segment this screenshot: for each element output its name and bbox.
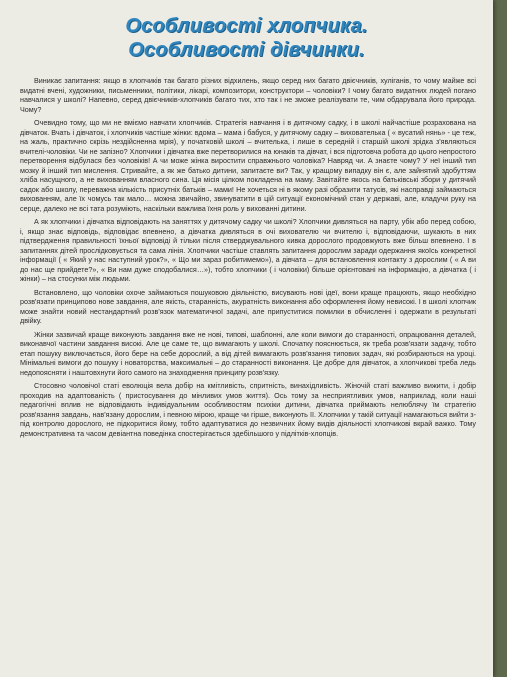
paragraph: Виникає запитання: якщо в хлопчиків так багато різних відхилень, якщо серед них багато двієчників, хуліганів, то чому майже всі видатні вчені, художники, письменники, політики, лікарі, композитори, конструктори – чоловіки? І чому багато видатних людей погано навчалися у школі? Напевно, серед двієчників-хлопчиків багато тих, хто так і не зможе реалізувати те, чим обдарувала його природа. Чому?	[20, 76, 476, 114]
paragraph: Стосовно чоловічої статі еволюція вела добір на кмітливість, спритність, винахідливість. Жіночій статі важливо вижити, і добір проходив на адаптованість ( пристосування до мінливих умов життя). Ось тому за несприятливих умов, наприклад, коли наші педагогічні вплив не відповідають індивідуальним особливостям психіки дитини, дівчатка приймають нелюблячу їм стратегію розв'язання завдань, нав'язану дорослим, і певною мірою, краще чи гірше, виконують її. Хлопчики у такій ситуації намагаються вийти з-під контролю дорослого, не підкоритися йому, тобто адаптуватися до незвичних йому видів діяльності хлопчикові вкрай важко. Тому демонстративна та часом девіантна поведінка спостерігається здебільшого у підлітків-хлопців.	[20, 381, 476, 438]
paragraph: А як хлопчики і дівчатка відповідають на заняттях у дитячому садку чи школі? Хлопчики дивляться на парту, убік або перед собою, і, якщо знає відповідь, відповідає впевнено, а дівчатка дивляться в очі вихователю чи вчителю і, відповідаючи, шукають в них підтвердження правильності їхньої відповіді й тільки після стверджувального кивка дорослого продовжують вже більш впевнено. І в запитаннях дітей прослідковується та сама лінія. Хлопчики частіше ставлять запитання дорослим заради одержання якоїсь конкретної інформації ( « Який у нас наступний урок?», « Що ми зараз робитимемо»), а дівчата – для встановлення контакту з дорослим ( « А ви до нас ще прийдете?», « Ви нам дуже сподобалися…»), тобто хлопчики ( і чоловіки) більше орієнтовані на інформацію, а дівчатка ( і жінки) – на стосунки між людьми.	[20, 217, 476, 283]
paragraph: Очевидно тому, що ми не вміємо навчати хлопчиків. Стратегія навчання і в дитячому садку, і в школі найчастіше розрахована на дівчаток. Вчать і дівчаток, і хлопчиків частіше жінки: вдома – мама і бабуся, у дитячому садку – вихователька ( « вусатий нянь» - це теж, на жаль, практично скрізь нездійсненна мрія), у початковій школі – вчителька, і лише в середній і старшій школі зрідка з'являються вчителі-чоловіки. Чи не запізно? Хлопчики і дівчатка вже перетворилися на юнаків та дівчат, і вся підготовча робота до цього непростого перетворення відбулася без чоловіків! А чи може жінка виростити справжнього чоловіка? Навряд чи. А знаєте чому? У неї інший тип мозку й інший тип мислення. Стривайте, а як же батько дитини, запитаєте ви? Так, у кращому випадку він є, але зайнятий здобуттям хліба насущного, а не вихованням власного сина. Ця місія цілком покладена на маму. Завітайте якось на батьківські збори у дитячий садок або школу, переважна кількість присутніх батьків – мами! Не хочеться ні в якому разі образити татусів, які насправді займаються вихованням, але їх чомусь так мало… можна звичайно, звинуватити в цій ситуації економічний стан у державі, але, кладучи руку на серце, далеко не всі тата розуміють, наскільки важлива їхня роль у вихованні дитини.	[20, 118, 476, 213]
article-body	[20, 76, 476, 442]
page-title	[0, 0, 493, 62]
title-line-2: Особливості дівчинки.	[128, 39, 365, 61]
paragraph: Жінки зазвичай краще виконують завдання вже не нові, типові, шаблонні, але коли вимоги до старанності, опрацювання деталей, виконавчої частини завдання високі. Але це саме те, що вимагають у школі. Спочатку пояснюється, як треба розв'язати задачу, тобто етап пошуку виключається, його бере на себе дорослий, а від дітей вимагають розв'язання типових задач, які розбираються на уроці. Мінімальні вимоги до пошуку і новаторства, максимальні – до старанності виконання. Це добре для дівчаток, а хлопчикові треба ледь недопоясняти і наштовхнути його самого на знаходження принципу розв'язку.	[20, 329, 476, 377]
title-line-1: Особливості хлопчика.	[125, 15, 368, 37]
paragraph: Встановлено, що чоловіки охоче займаються пошуковою діяльністю, висувають нові ідеї, вони краще працюють, якщо необхідно розв'язати принципово нове завдання, але якість, старанність, акуратність виконання або оформлення йому невисокі. І в школі хлопчик може знайти новий нестандартний розв'язок математичної задачі, але припуститися помилки в обчисленні і одержати в результаті двійку.	[20, 287, 476, 325]
